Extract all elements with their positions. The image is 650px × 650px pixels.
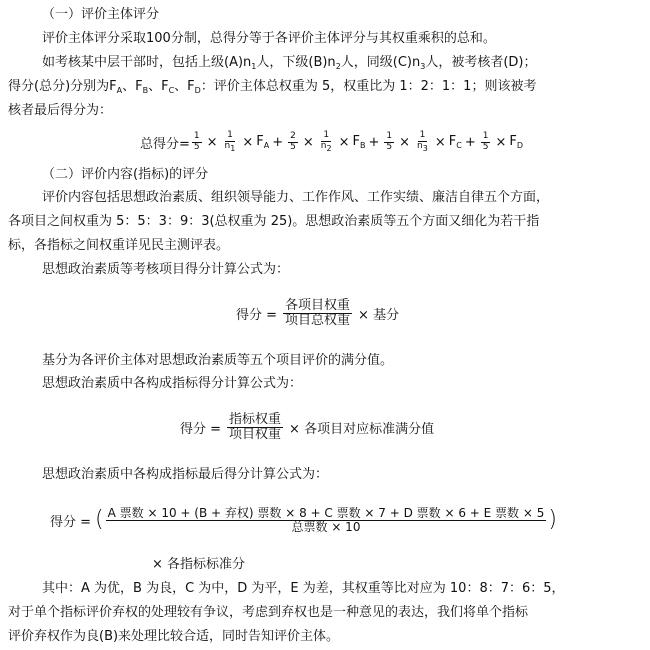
project-score-formula <box>236 292 399 334</box>
text: 、F <box>174 79 195 94</box>
times-sign: × <box>242 134 254 150</box>
formula-lhs: 得分 = <box>236 307 278 323</box>
numerator: 1 <box>386 131 393 142</box>
open-paren: ( <box>95 507 104 532</box>
score-f: $F_B$ <box>352 134 366 150</box>
denominator: n3 <box>417 140 428 153</box>
fraction <box>106 507 547 533</box>
numerator: 1 <box>227 130 233 141</box>
times-sign: × <box>206 134 218 150</box>
fraction <box>384 132 394 152</box>
fraction <box>227 413 283 441</box>
fraction <box>415 131 430 153</box>
formula-lhs: 得分 = <box>50 514 92 530</box>
sec2-paragraph-6: 思想政治素质中各构成指标得分计算公式为： <box>42 376 303 391</box>
numerator: 各项目权重 <box>285 297 351 313</box>
fraction <box>192 132 202 152</box>
sec1-paragraph-3 <box>8 78 536 100</box>
subscript: 1 <box>251 62 257 71</box>
subscript: 2 <box>335 62 341 71</box>
text: 如考核某中层干部时，包括上级(A)n <box>42 55 252 70</box>
denominator: 总票数 × 10 <box>291 519 361 534</box>
section-2-heading: （二）评价内容(指标)的评分 <box>42 167 209 182</box>
numerator: 指标权重 <box>229 411 282 427</box>
numerator: 1 <box>193 131 200 142</box>
denominator: 5 <box>193 141 200 152</box>
score-f: $F_D$ <box>509 134 524 150</box>
sec2-paragraph-7: 思想政治素质中各构成指标最后得分计算公式为： <box>42 467 329 482</box>
subscript: B <box>142 86 149 95</box>
final-score-formula <box>50 498 557 542</box>
formula-rhs: × 各项目对应标准满分值 <box>289 421 435 437</box>
text: 得分(总分)分别为F <box>8 79 117 94</box>
numerator: A 票数 × 10 + (B + 弃权) 票数 × 8 + C 票数 × 7 + D 票数 × 6 + E 票数 × 5 <box>107 505 545 520</box>
subscript: 3 <box>420 62 426 71</box>
close-paren: ) <box>548 507 557 532</box>
plus-sign: + <box>368 134 380 150</box>
times-sign: × <box>434 134 446 150</box>
text: ：评价主体总权重为 5，权重比为 1：2：1：1；则该被考 <box>200 79 537 94</box>
subscript: C <box>168 86 175 95</box>
subscript: D <box>194 86 201 95</box>
times-sign: × <box>495 134 507 150</box>
subscript: A <box>116 86 123 95</box>
text: 人，被考核者(D)； <box>425 55 537 70</box>
denominator: 5 <box>386 141 393 152</box>
plus-sign: + <box>272 134 284 150</box>
sec2-paragraph-5: 基分为各评价主体对思想政治素质等五个项目评价的满分值。 <box>42 353 394 368</box>
score-f: $F_C$ <box>448 134 462 150</box>
text: 人，下级(B)n <box>256 55 336 70</box>
sec1-paragraph-1: 评价主体评分采取100分制，总得分等于各评价主体评分与其权重乘积的总和。 <box>42 31 496 46</box>
total-score-formula <box>140 122 523 162</box>
fraction <box>288 132 298 152</box>
numerator: 2 <box>290 131 296 142</box>
times-sign: × <box>338 134 350 150</box>
sec2-paragraph-4: 思想政治素质等考核项目得分计算公式为： <box>42 262 290 277</box>
sec1-paragraph-2 <box>42 54 537 76</box>
fraction <box>223 131 238 153</box>
formula-rhs: × 基分 <box>358 307 400 323</box>
section-1-heading: （一）评价主体评分 <box>42 7 160 22</box>
sec2-paragraph-2: 各项目之间权重为 5：5：3：9：3(总权重为 25)。思想政治素质等五个方面又细化为若干指 <box>8 214 540 229</box>
text: 人，同级(C)n <box>340 55 421 70</box>
denominator: 5 <box>290 141 296 152</box>
fraction <box>319 131 334 153</box>
sec2-paragraph-1: 评价内容包括思想政治素质、组织领导能力、工作作风、工作实绩、廉洁自律五个方面， <box>42 190 550 205</box>
numerator: 1 <box>323 130 330 141</box>
sec2-paragraph-10: 评价弃权作为良(B)来处理比较合适，同时告知评价主体。 <box>8 629 340 644</box>
denominator: 5 <box>482 141 489 152</box>
formula-lhs: 得分 = <box>180 421 222 437</box>
numerator: 1 <box>482 131 489 142</box>
plus-sign: + <box>464 134 476 150</box>
denominator: 项目权重 <box>229 426 282 442</box>
text: 、F <box>148 79 169 94</box>
sec2-paragraph-3: 标，各指标之间权重详见民主测评表。 <box>8 238 230 253</box>
indicator-score-formula <box>180 406 434 448</box>
denominator: 项目总权重 <box>285 312 351 328</box>
times-sign: × <box>399 134 411 150</box>
sec1-paragraph-4: 核者最后得分为： <box>8 103 113 118</box>
times-sign: × <box>302 134 314 150</box>
denominator: n2 <box>320 140 332 153</box>
formula-lhs: 总得分= <box>140 136 190 152</box>
fraction <box>283 299 352 327</box>
sec2-paragraph-9: 对于单个指标评价弃权的处理较有争议，考虑到弃权也是一种意见的表达，我们将单个指标 <box>8 605 529 620</box>
score-f: $F_A$ <box>256 134 270 150</box>
numerator: 1 <box>419 130 426 141</box>
text: 、F <box>122 79 143 94</box>
fraction <box>481 132 491 152</box>
final-score-formula-tail: × 各指标标准分 <box>152 557 246 572</box>
denominator: n1 <box>224 140 236 153</box>
sec2-paragraph-8: 其中：A 为优，B 为良，C 为中，D 为平，E 为差，其权重等比对应为 10：8：7：6：5， <box>42 581 565 596</box>
